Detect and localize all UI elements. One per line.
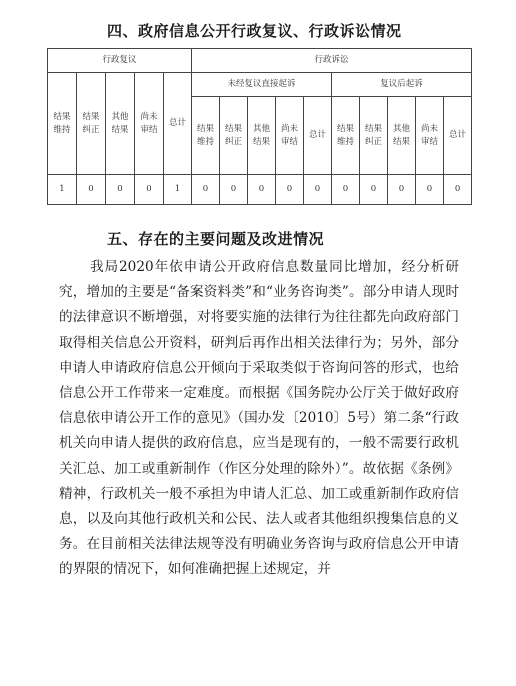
- table-cell: 0: [332, 175, 360, 205]
- col-header: 其他 结果: [106, 73, 135, 175]
- col-header: 其他 结果: [388, 97, 416, 175]
- col-header: 其他 结果: [248, 97, 276, 175]
- table-cell: 0: [444, 175, 472, 205]
- table-cell: 0: [192, 175, 220, 205]
- col-header: 尚未 审结: [276, 97, 304, 175]
- col-header: 总计: [444, 97, 472, 175]
- paragraph-text: 我局2020年依申请公开政府信息数量同比增加，经分析研究，增加的主要是“备案资料类”和“业务咨询类”。部分申请人现时的法律意识不断增强，对将要实施的法律行为往往都先向政府部门取得相关信息公开资料，研判后再作出相关法律行为；另外，部分申请人申请政府信息公开倾向于采取类似于咨询问答的形式，也给信息公开工作带来一定难度。而根据《国务院办公厅关于做好政府信息依申请公开工作的意见》（国办发〔2010〕5号）第二条“行政机关向申请人提供的政府信息，应当是现有的，一般不需要行政机关汇总、加工或重新制作（作区分处理的除外）”。故依据《条例》精神，行政机关一般不承担为申请人汇总、加工或重新制作政府信息，以及向其他行政机关和公民、法人或者其他组织搜集信息的义务。在目前相关法律法规等没有明确业务咨询与政府信息公开申请的界限的情况下，如何准确把握上述规定，并: [59, 259, 459, 578]
- table-cell: 0: [77, 175, 106, 205]
- table-cell: 0: [135, 175, 164, 205]
- section-4-heading: 四、政府信息公开行政复议、行政诉讼情况: [107, 22, 402, 40]
- table-cell: 1: [164, 175, 192, 205]
- review-litigation-table: [47, 48, 472, 205]
- table-cell: 0: [276, 175, 304, 205]
- col-header: 结果 纠正: [77, 73, 106, 175]
- col-header: 总计: [304, 97, 332, 175]
- table-cell: 0: [106, 175, 135, 205]
- col-header: 总计: [164, 73, 192, 175]
- group-header-litigation: 行政诉讼: [192, 49, 472, 73]
- col-header: 结果 维持: [332, 97, 360, 175]
- table-cell: 0: [416, 175, 444, 205]
- section-5-heading: 五、存在的主要问题及改进情况: [107, 230, 325, 248]
- group-header-review: 行政复议: [48, 49, 192, 73]
- table-cell: 0: [360, 175, 388, 205]
- col-header: 结果 维持: [192, 97, 220, 175]
- section-5-body: [59, 255, 459, 583]
- table-cell: 0: [248, 175, 276, 205]
- table-cell: 1: [48, 175, 77, 205]
- table-cell: 0: [220, 175, 248, 205]
- table-cell: 0: [388, 175, 416, 205]
- subgroup-header-after-review: 复议后起诉: [332, 73, 472, 97]
- subgroup-header-direct: 未经复议直接起诉: [192, 73, 332, 97]
- col-header: 结果 纠正: [220, 97, 248, 175]
- col-header: 尚未 审结: [416, 97, 444, 175]
- col-header: 结果 纠正: [360, 97, 388, 175]
- col-header: 结果 维持: [48, 73, 77, 175]
- table-cell: 0: [304, 175, 332, 205]
- col-header: 尚未 审结: [135, 73, 164, 175]
